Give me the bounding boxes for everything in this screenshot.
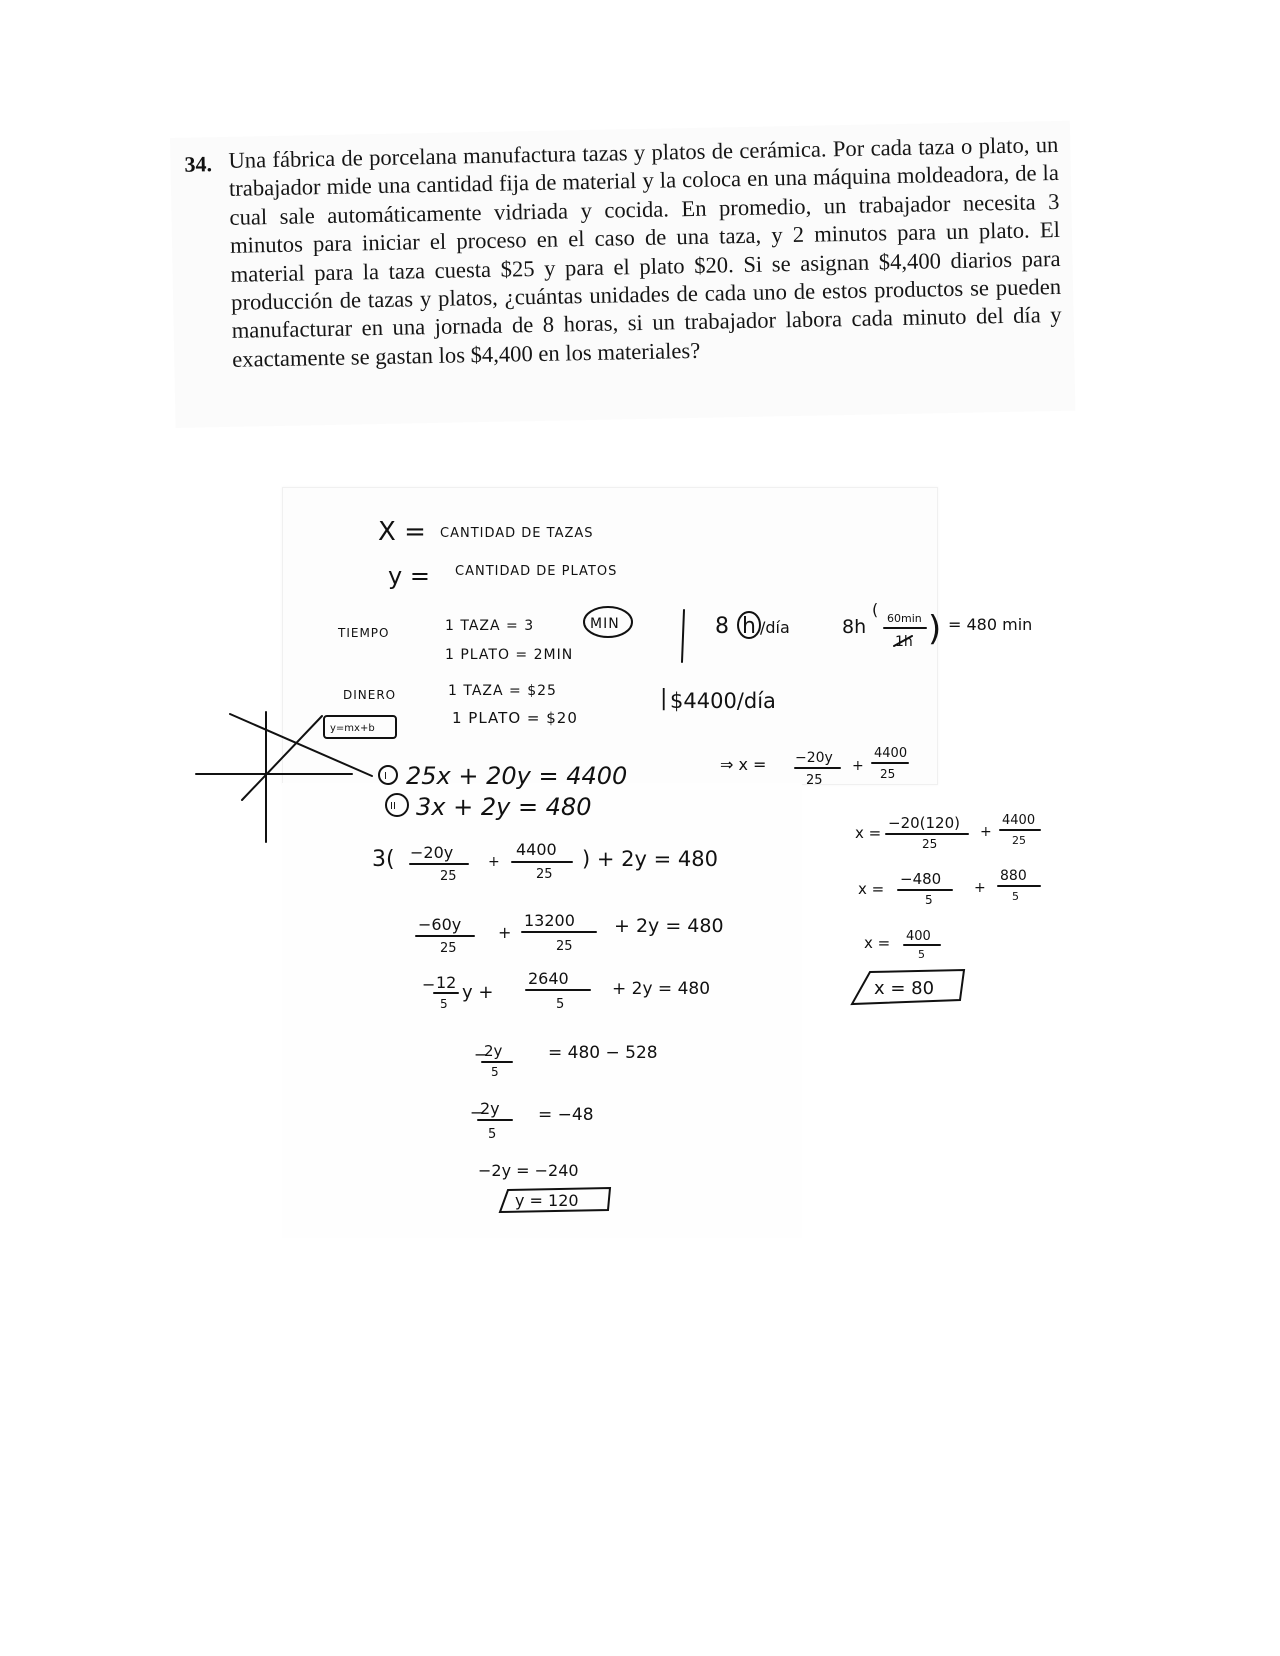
divider-line [682, 610, 684, 662]
tiempo-row2: 1 PLATO = 2MIN [445, 647, 574, 663]
s3-d1: 5 [440, 997, 448, 1011]
dinero-budget: $4400/día [670, 689, 776, 713]
r2-op: + [974, 880, 986, 896]
r2-d1: 5 [925, 893, 933, 907]
s2-n2: 13200 [524, 911, 575, 930]
s3-prefix: − [422, 975, 436, 994]
s3-n1: 12 [436, 973, 457, 992]
r1-d2: 25 [1012, 834, 1026, 847]
note-text: y=mx+b [330, 723, 375, 734]
s4-n: 2y [484, 1042, 503, 1060]
s4-prefix: − [474, 1045, 488, 1064]
solve-x-prefix: ⇒ x = [720, 755, 767, 774]
r3-n: 400 [906, 929, 931, 944]
hours-number: 8 [715, 614, 729, 639]
s3-d2: 5 [556, 997, 565, 1012]
tiempo-row1-unit: MIN [590, 616, 620, 632]
conv-den: 1h [895, 634, 913, 650]
s1-d2: 25 [536, 867, 553, 882]
eq2-label: II [390, 801, 396, 812]
conv-num: 60min [887, 612, 922, 625]
solve-x-op: + [852, 758, 864, 774]
solve-x-n1: −20y [795, 750, 833, 766]
def-x-label: X = [378, 517, 426, 547]
s4-suffix: = 480 − 528 [548, 1043, 658, 1063]
s1-op: + [488, 854, 500, 870]
r2-n2: 880 [1000, 868, 1027, 884]
r1-d1: 25 [922, 837, 938, 851]
s2-d2: 25 [556, 939, 573, 954]
s2-d1: 25 [440, 941, 457, 956]
r3-d: 5 [918, 948, 925, 961]
conv-open-paren: ( [872, 600, 879, 619]
solve-x-d2: 25 [880, 767, 896, 781]
s2-suffix: + 2y = 480 [614, 915, 724, 937]
problem-number: 34. [184, 151, 213, 177]
s3-mid: y + [462, 982, 494, 1003]
s1-n1: −20y [410, 843, 454, 862]
def-y-text: CANTIDAD DE PLATOS [455, 564, 618, 579]
dinero-row2: 1 PLATO = $20 [452, 709, 578, 727]
s5-d: 5 [488, 1127, 497, 1142]
hours-per: /día [760, 618, 790, 637]
tiempo-row1: 1 TAZA = 3 [445, 618, 535, 634]
def-x-text: CANTIDAD DE TAZAS [440, 526, 594, 541]
s1-suffix: ) + 2y = 480 [582, 847, 718, 871]
dinero-budget-bar: | [660, 686, 668, 711]
equation-1: 25x + 20y = 4400 [406, 762, 628, 790]
result-x: x = 80 [874, 978, 935, 999]
s5-prefix: − [470, 1103, 484, 1122]
conv-close-paren: ) [928, 609, 942, 649]
r1-op: + [980, 824, 992, 840]
s2-op: + [498, 923, 512, 942]
s5-suffix: = −48 [538, 1105, 594, 1125]
r1-n1: −20(120) [888, 814, 960, 832]
tiempo-heading: TIEMPO [338, 626, 390, 640]
solve-x-n2: 4400 [874, 746, 908, 761]
eq1-label: I [384, 771, 387, 782]
conv-result: = 480 min [948, 615, 1033, 634]
dinero-row1: 1 TAZA = $25 [448, 683, 557, 699]
s1-n2: 4400 [516, 840, 557, 859]
dinero-heading: DINERO [343, 688, 397, 702]
problem-statement: Una fábrica de porcelana manufactura tazas y platos de cerámica. Por cada taza o plato, un trabajador mide una cantidad fija de material y la coloca en una máquina moldeadora, de la cual sale automáticamente vidriada y cocida. En promedio, un trabajador necesita 3 minutos para iniciar el proceso en el caso de una taza, y 2 minutos para un plato. El material para la taza cuesta $25 y para el plato $20. Si se asignan $4,400 diarios para producción de tazas y platos, ¿cuántas unidades de cada uno de estos productos se pueden manufacturar en una jornada de 8 horas, si un trabajador labora cada minuto del día y exactamente se gastan los $4,400 en los materiales? [228, 131, 1062, 372]
r1-n2: 4400 [1002, 813, 1036, 828]
r3-prefix: x = [864, 934, 891, 952]
eq1-marker [379, 766, 397, 784]
s3-n2: 2640 [528, 969, 569, 988]
s6: −2y = −240 [478, 1161, 579, 1180]
s2-n1: −60y [418, 915, 462, 934]
graph-line-2 [242, 716, 322, 800]
solve-x-d1: 25 [806, 773, 823, 788]
s1-prefix: 3( [372, 847, 395, 872]
r2-prefix: x = [858, 880, 885, 898]
r2-d2: 5 [1012, 890, 1019, 903]
hours-unit: h [742, 614, 756, 639]
s5-n: 2y [480, 1099, 500, 1118]
s1-d1: 25 [440, 869, 457, 884]
def-y-label: y = [388, 562, 430, 590]
equation-2: 3x + 2y = 480 [416, 793, 592, 821]
s3-suffix: + 2y = 480 [612, 979, 711, 999]
r2-n1: −480 [900, 870, 942, 888]
conv-prefix: 8h [842, 616, 867, 638]
s4-d: 5 [491, 1065, 499, 1079]
result-y: y = 120 [515, 1191, 579, 1210]
r1-prefix: x = [855, 824, 882, 842]
